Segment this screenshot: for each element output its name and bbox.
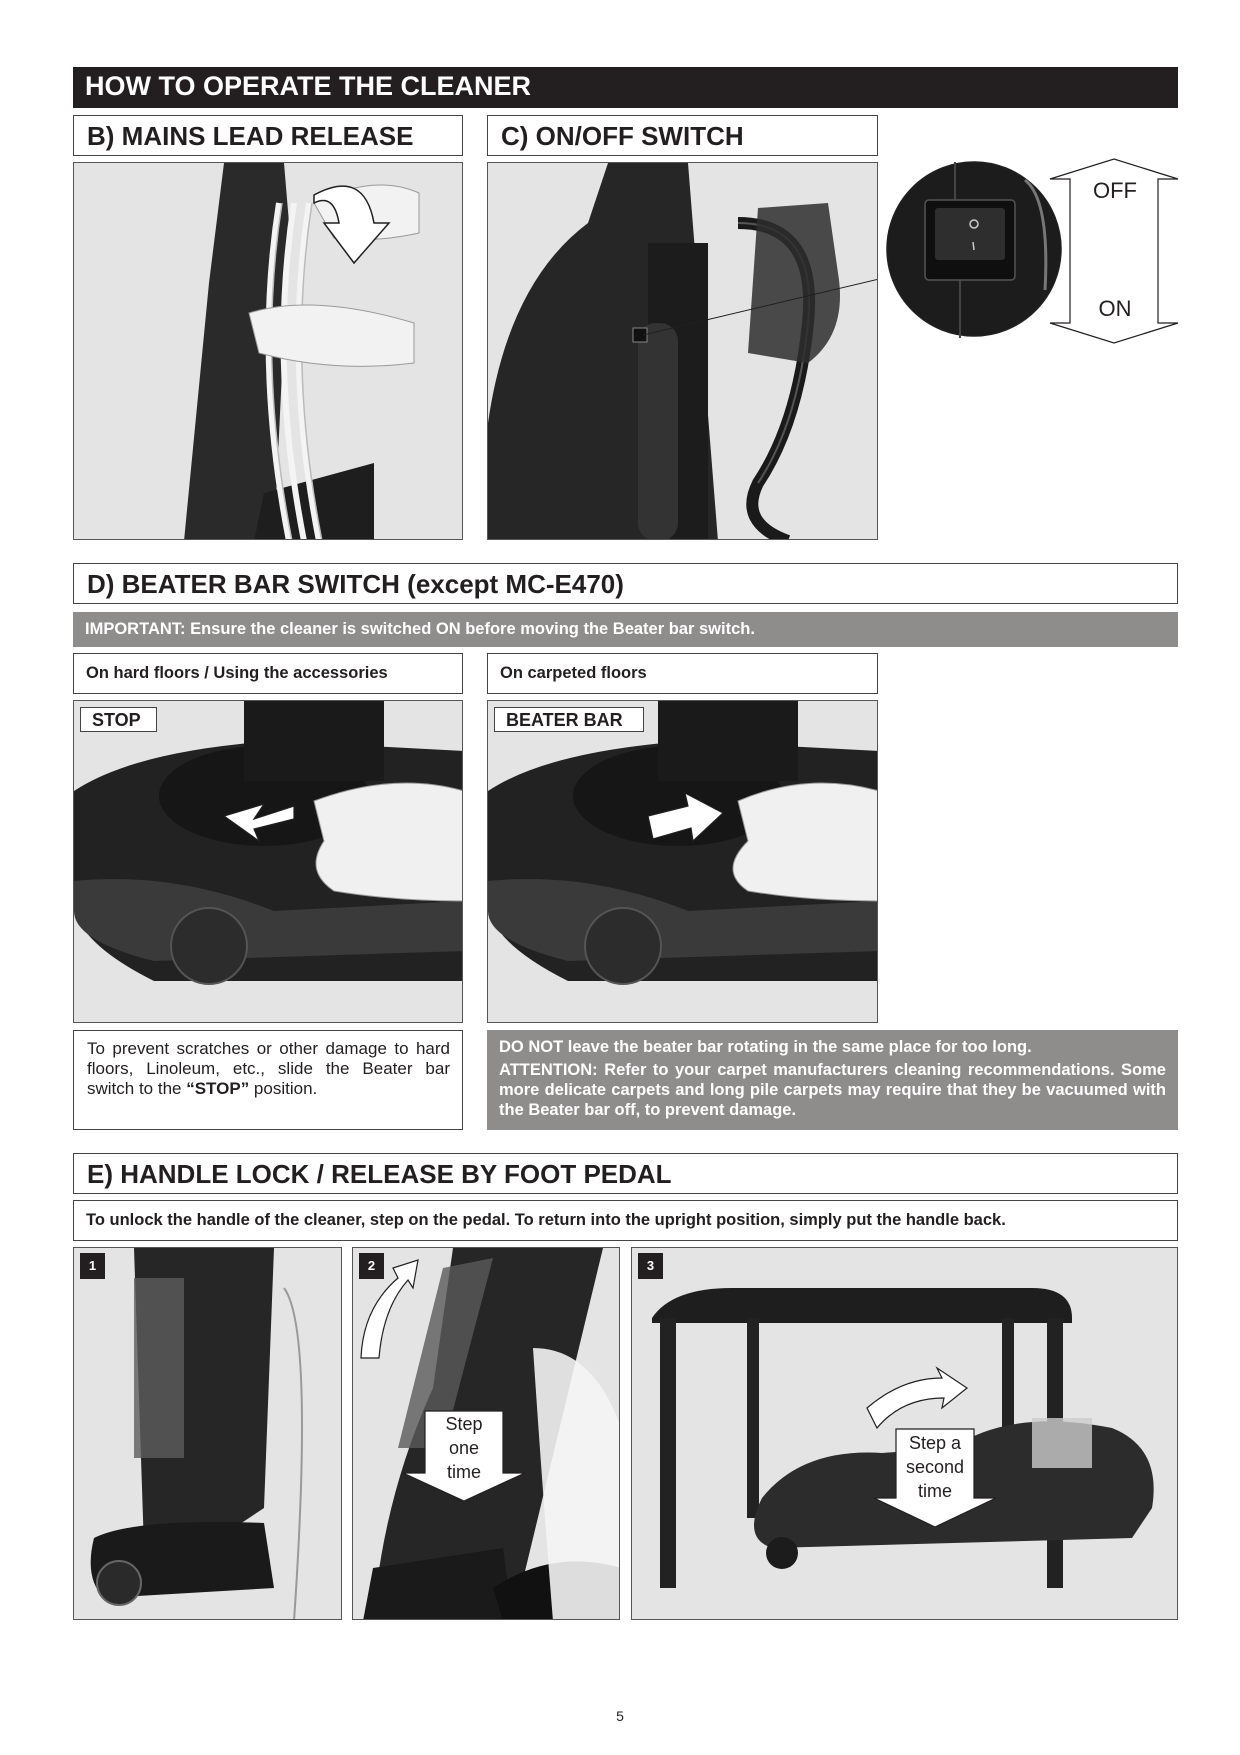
stop-tag: STOP <box>80 707 157 732</box>
page-number: 5 <box>616 1708 624 1724</box>
step-one-callout: Step one time <box>445 1414 483 1482</box>
section-c-heading: C) ON/OFF SWITCH <box>487 115 878 156</box>
section-d-heading: D) BEATER BAR SWITCH (except MC-E470) <box>73 563 1178 604</box>
step-second-callout: Step a second time <box>905 1433 965 1501</box>
hard-floors-text-end: position. <box>249 1079 318 1098</box>
carpet-warning-box <box>487 1030 1178 1130</box>
step-1-photo <box>73 1247 342 1620</box>
beater-bar-stop-photo <box>73 700 463 1023</box>
beater-bar-on-photo <box>487 700 878 1023</box>
beater-bar-tag: BEATER BAR <box>494 707 644 732</box>
section-e-heading: E) HANDLE LOCK / RELEASE BY FOOT PEDAL <box>73 1153 1178 1194</box>
step-3-badge: 3 <box>638 1253 663 1279</box>
section-b-heading: B) MAINS LEAD RELEASE <box>73 115 463 156</box>
mains-lead-photo <box>73 162 463 540</box>
handle-instruction: To unlock the handle of the cleaner, step on the pedal. To return into the upright position, simply put the handle back. <box>73 1200 1178 1241</box>
switch-on-label: ON <box>1098 296 1132 321</box>
switch-off-label: OFF <box>1093 178 1137 203</box>
stop-emphasis: “STOP” <box>186 1079 250 1098</box>
important-notice: IMPORTANT: Ensure the cleaner is switched ON before moving the Beater bar switch. <box>73 612 1178 647</box>
hard-floors-text: To prevent scratches or other damage to hard floors, Linoleum, etc., slide the Beater bar switch to the <box>87 1039 450 1098</box>
page-title: HOW TO OPERATE THE CLEANER <box>73 67 1178 108</box>
step-1-badge: 1 <box>80 1253 105 1279</box>
do-not-warning: DO NOT leave the beater bar rotating in the same place for too long. <box>499 1038 1032 1056</box>
hard-floors-instructions <box>73 1030 463 1130</box>
switch-closeup <box>885 160 1063 338</box>
attention-text: ATTENTION: Refer to your carpet manufacturers cleaning recommendations. Some more delicate carpets and long pile carpets may require that they be vacuumed with the Beater bar off, to prevent damage. <box>499 1061 1166 1119</box>
on-off-switch-photo <box>487 162 878 540</box>
step-2-badge: 2 <box>359 1253 384 1279</box>
carpeted-floors-subheading: On carpeted floors <box>487 653 878 694</box>
hard-floors-subheading: On hard floors / Using the accessories <box>73 653 463 694</box>
